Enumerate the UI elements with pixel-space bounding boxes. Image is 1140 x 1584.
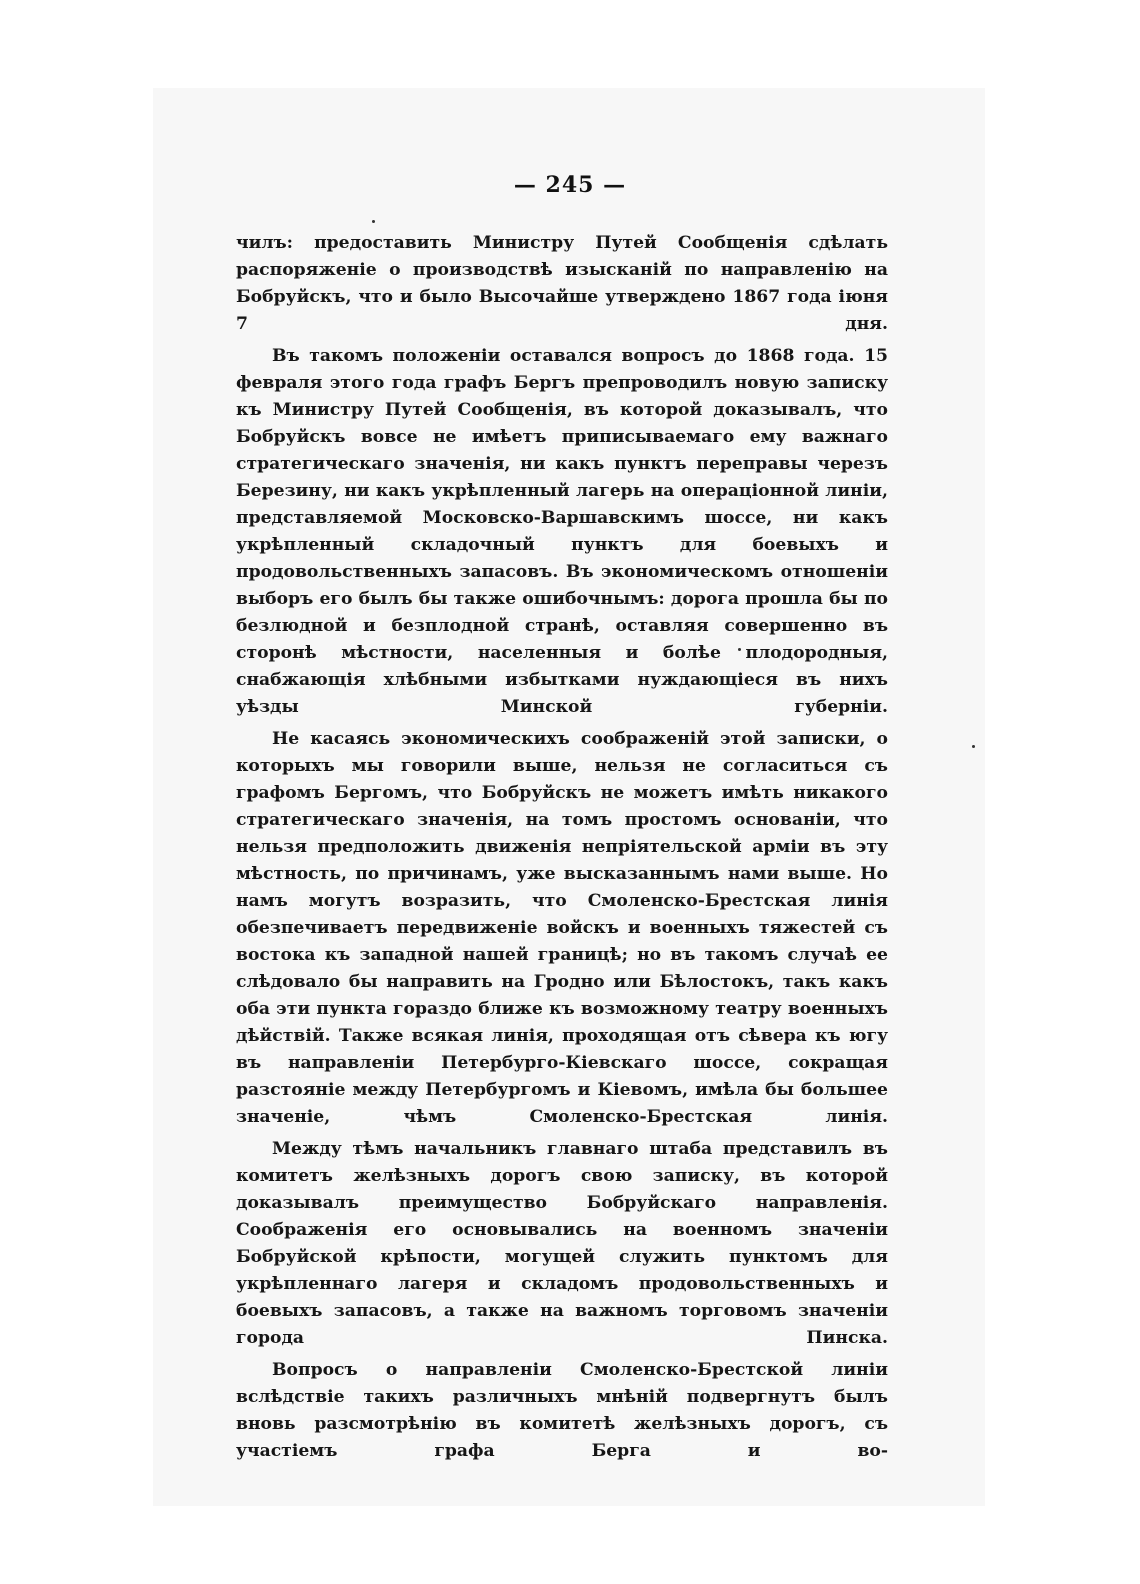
paragraph: Между тѣмъ начальникъ главнаго штаба представилъ въ комитетъ желѣзныхъ дорогъ свою записку, въ которой доказывалъ преимущество Бобруйскаго направленія. Соображенія его основывались на военномъ значеніи Бобруйской крѣпости, могущей служить пунктомъ для укрѣпленнаго лагеря и складомъ продовольственныхъ и боевыхъ запасовъ, а также на важномъ торговомъ значеніи города Пинска.: [236, 1139, 888, 1348]
scan-speck: [372, 220, 375, 223]
body-text: [236, 230, 888, 1470]
paragraph: Въ такомъ положеніи оставался вопросъ до 1868 года. 15 февраля этого года графъ Бергъ препроводилъ новую записку къ Министру Путей Сообщенія, въ которой доказывалъ, что Бобруйскъ вовсе не имѣетъ приписываемаго ему важнаго стратегическаго значенія, ни какъ пунктъ переправы черезъ Березину, ни какъ укрѣпленный лагерь на операціонной линіи, представляемой Московско-Варшавскимъ шоссе, ни какъ укрѣпленный складочный пунктъ для боевыхъ и продовольственныхъ запасовъ. Въ экономическомъ отношеніи выборъ его былъ бы также ошибочнымъ: дорога прошла бы по безлюдной и безплодной странѣ, оставляя совершенно въ сторонѣ мѣстности, населенныя и болѣе плодородныя, снабжающія хлѣбными избытками нуждающіеся въ нихъ уѣзды Минской губерніи.: [236, 346, 888, 717]
paragraph: Вопросъ о направленіи Смоленско-Брестской линіи вслѣдствіе такихъ различныхъ мнѣній подвергнутъ былъ вновь разсмотрѣнію въ комитетѣ желѣзныхъ дорогъ, съ участіемъ графа Берга и во-: [236, 1360, 888, 1461]
paragraph: чилъ: предоставить Министру Путей Сообщенія сдѣлать распоряженіе о производствѣ изысканій по направленію на Бобруйскъ, что и было Высочайше утверждено 1867 года іюня 7 дня.: [236, 233, 888, 334]
paragraph: Не касаясь экономическихъ соображеній этой записки, о которыхъ мы говорили выше, нельзя не согласиться съ графомъ Бергомъ, что Бобруйскъ не можетъ имѣть никакого стратегическаго значенія, на томъ простомъ основаніи, что нельзя предположить движенія непріятельской арміи въ эту мѣстность, по причинамъ, уже высказаннымъ нами выше. Но намъ могутъ возразить, что Смоленско-Брестская линія обезпечиваетъ передвиженіе войскъ и военныхъ тяжестей съ востока къ западной нашей границѣ; но въ такомъ случаѣ ее слѣдовало бы направить на Гродно или Бѣлостокъ, такъ какъ оба эти пункта гораздо ближе къ возможному театру военныхъ дѣйствій. Также всякая линія, проходящая отъ сѣвера къ югу въ направленіи Петербурго-Кіевскаго шоссе, сокращая разстояніе между Петербургомъ и Кіевомъ, имѣла бы большее значеніе, чѣмъ Смоленско-Брестская линія.: [236, 729, 888, 1127]
page-number: — 245 —: [513, 172, 627, 198]
scan-speck: [972, 745, 975, 748]
